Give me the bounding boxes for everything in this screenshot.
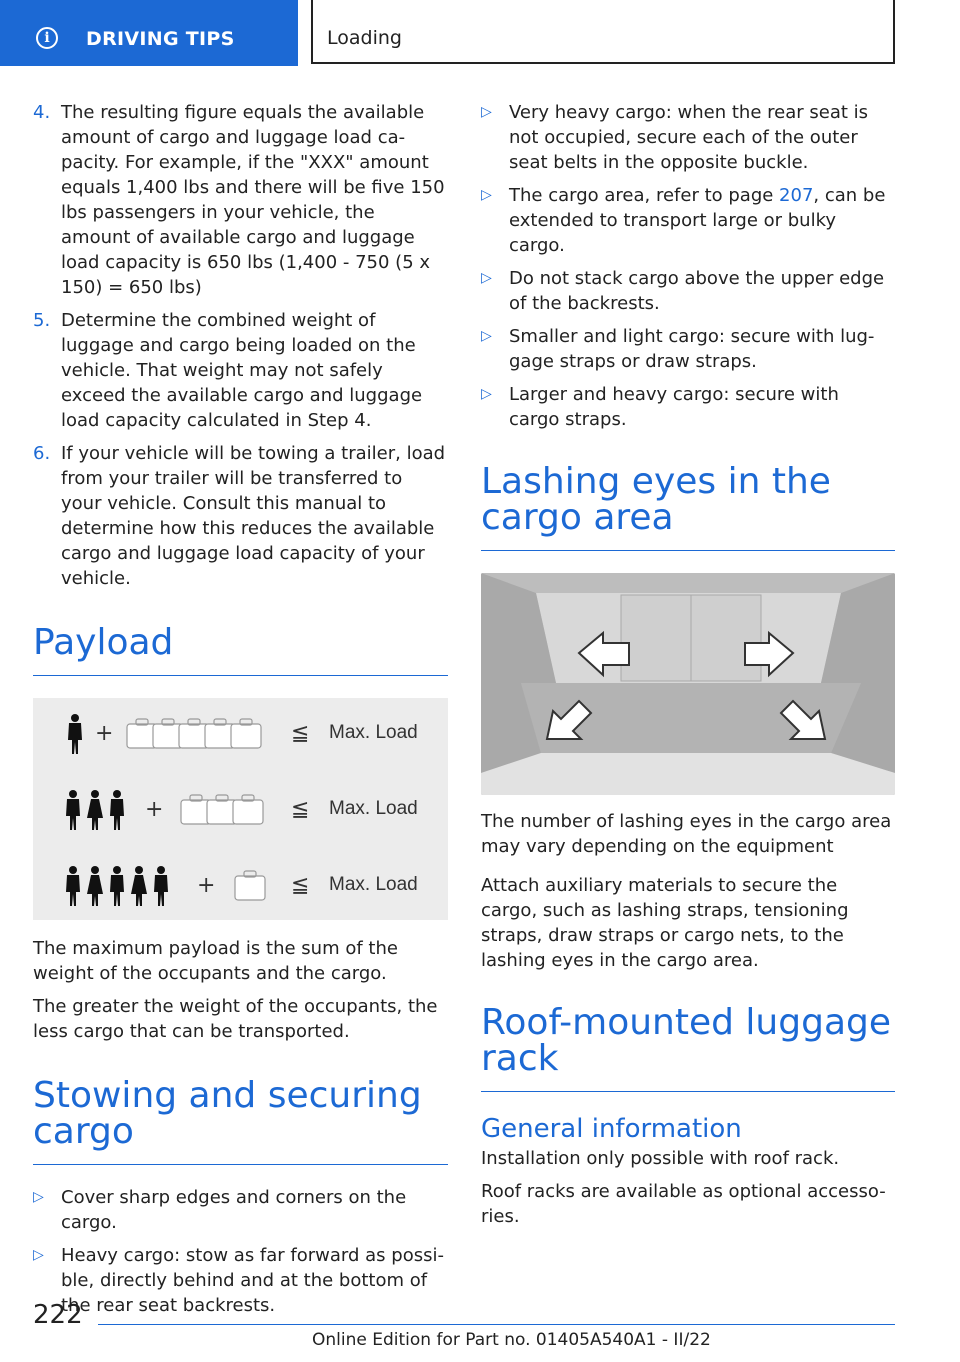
- svg-text:≦: ≦: [291, 797, 310, 822]
- bullet-triangle-icon: ▷: [481, 187, 492, 203]
- chapter-title: Loading: [327, 27, 402, 49]
- svg-text:≦: ≦: [291, 873, 310, 898]
- bullet-triangle-icon: ▷: [33, 1189, 44, 1205]
- svg-text:Max. Load: Max. Load: [329, 874, 418, 895]
- lashing-heading: Lashing eyes in the cargo area: [481, 464, 895, 551]
- item-number: 4.: [33, 102, 51, 123]
- svg-text:≦: ≦: [291, 721, 310, 746]
- item-number: 5.: [33, 310, 51, 331]
- list-item: [33, 1185, 448, 1235]
- item-text: Determine the combined weight of luggage and cargo being loaded on the vehicle. That weight may not safely exceed the available cargo and luggage load capacity calculated in Step 4.: [61, 310, 423, 431]
- payload-row-3: [66, 866, 418, 906]
- svg-text:Max. Load: Max. Load: [329, 798, 418, 819]
- general-heading: General information: [481, 1114, 742, 1144]
- section-title: DRIVING TIPS: [86, 28, 235, 50]
- payload-paragraph-2: The greater the weight of the occupants, the less cargo that can be transported.: [33, 996, 438, 1042]
- list-item: [33, 441, 448, 591]
- item-text: Heavy cargo: stow as far forward as possi-ble, directly behind and at the bottom of the rear seat backrests.: [61, 1245, 444, 1316]
- item-number: 6.: [33, 443, 51, 464]
- bullet-triangle-icon: ▷: [33, 1247, 44, 1263]
- payload-illustration: [33, 698, 448, 920]
- item-text: Do not stack cargo above the upper edge of the backrests.: [509, 268, 885, 314]
- list-item: [33, 1243, 448, 1318]
- svg-text:+: +: [145, 797, 164, 822]
- cargo-area-illustration: [481, 573, 895, 795]
- left-column: [33, 100, 448, 1326]
- item-text: If your vehicle will be towing a trailer, load from your trailer will be transferred to your vehicle. Consult this manual to determine how this reduces the available cargo and luggage load capacity of your vehicle.: [61, 443, 446, 589]
- info-icon: i: [36, 27, 58, 49]
- item-text-after-link: , can be extended to transport large or bulky cargo.: [509, 185, 886, 256]
- bullet-triangle-icon: ▷: [481, 386, 492, 402]
- list-item: [481, 382, 895, 432]
- list-item: [481, 324, 895, 374]
- item-text: [509, 183, 895, 258]
- svg-text:Max. Load: Max. Load: [329, 722, 418, 743]
- roof-heading: Roof-mounted luggage rack: [481, 1005, 895, 1092]
- right-column: [481, 100, 895, 1237]
- payload-heading: Payload: [33, 625, 448, 676]
- stowing-heading: Stowing and securing cargo: [33, 1078, 448, 1165]
- cargo-area-image: [481, 573, 895, 795]
- list-item: [481, 183, 895, 258]
- item-text-before-link: The cargo area, refer to page: [509, 185, 780, 206]
- roof-paragraph-2: Roof racks are available as optional accesso-ries.: [481, 1181, 886, 1227]
- item-text: Cover sharp edges and corners on the cargo.: [61, 1187, 407, 1233]
- item-text: Very heavy cargo: when the rear seat is not occupied, secure each of the outer seat belts in the opposite buckle.: [509, 102, 869, 173]
- chapter-header: [311, 0, 895, 64]
- list-item: [33, 308, 448, 433]
- payload-row-1: [68, 714, 418, 754]
- bullet-triangle-icon: ▷: [481, 270, 492, 286]
- roof-paragraph-1: Installation only possible with roof rack.: [481, 1148, 840, 1169]
- list-item: [33, 100, 448, 300]
- section-tab[interactable]: [0, 0, 298, 66]
- footer-divider: [98, 1324, 895, 1325]
- list-item: [481, 100, 895, 175]
- lashing-paragraph-1: The number of lashing eyes in the cargo area may vary depending on the equipment: [481, 811, 892, 857]
- payload-paragraph-1: The maximum payload is the sum of the weight of the occupants and the cargo.: [33, 938, 398, 984]
- bullet-triangle-icon: ▷: [481, 104, 492, 120]
- item-text: Larger and heavy cargo: secure with cargo straps.: [509, 384, 839, 430]
- bullet-triangle-icon: ▷: [481, 328, 492, 344]
- payload-figure: [33, 698, 448, 920]
- list-item: [481, 266, 895, 316]
- payload-row-2: [66, 790, 418, 830]
- item-text: The resulting figure equals the available amount of cargo and luggage load ca-pacity. For example, if the "XXX" amount equals 1,400 lbs and there will be five 150 lbs passengers in your vehicle, the amount of available cargo and luggage load capacity is 650 lbs (1,400 - 750 (5 x 150) = 650 lbs): [61, 102, 445, 298]
- svg-text:+: +: [95, 721, 114, 746]
- page-number: 222: [33, 1300, 83, 1330]
- svg-text:+: +: [197, 873, 216, 898]
- page-reference-link[interactable]: 207: [779, 185, 814, 206]
- edition-footer: Online Edition for Part no. 01405A540A1 - II/22: [312, 1330, 711, 1350]
- lashing-paragraph-2: Attach auxiliary materials to secure the cargo, such as lashing straps, tensioning straps, draw straps or cargo nets, to the lashing eyes in the cargo area.: [481, 875, 849, 971]
- item-text: Smaller and light cargo: secure with lug-gage straps or draw straps.: [509, 326, 875, 372]
